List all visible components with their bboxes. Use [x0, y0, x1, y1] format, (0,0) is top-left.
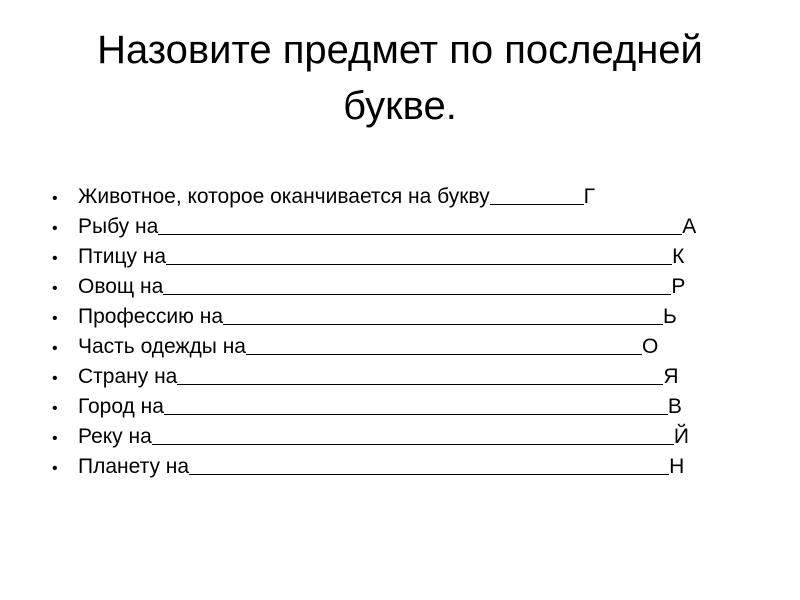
list-item — [52, 422, 752, 452]
bullet-icon: • — [52, 370, 58, 387]
list-item — [52, 332, 752, 362]
item-prompt: Животное, которое оканчивается на букву — [78, 185, 490, 208]
list-item — [52, 242, 752, 272]
item-prompt: Часть одежды на — [78, 335, 246, 358]
item-prompt: Овощ на — [78, 275, 164, 298]
item-prompt: Реку на — [78, 425, 152, 448]
bullet-icon: • — [52, 310, 58, 327]
bullet-icon: • — [52, 250, 58, 267]
item-letter: В — [667, 395, 682, 418]
item-letter: О — [642, 335, 659, 358]
bullet-icon: • — [52, 190, 58, 207]
answer-blank — [163, 293, 671, 295]
answer-blank — [164, 413, 668, 415]
list-item — [52, 212, 752, 242]
item-prompt: Страну на — [78, 365, 178, 388]
bullet-icon: • — [52, 220, 58, 237]
answer-blank — [177, 383, 663, 385]
list-item — [52, 452, 752, 482]
item-prompt: Город на — [78, 395, 164, 418]
item-prompt: Рыбу на — [78, 215, 159, 238]
bullet-icon: • — [52, 460, 58, 477]
bullet-icon: • — [52, 430, 58, 447]
answer-blank — [189, 473, 669, 475]
item-letter: Р — [671, 275, 686, 298]
list-item — [52, 182, 752, 212]
item-letter: Н — [669, 455, 685, 478]
answer-blank — [246, 353, 642, 355]
item-prompt: Птицу на — [78, 245, 167, 268]
answer-blank — [152, 443, 674, 445]
item-letter: К — [672, 245, 685, 268]
bullet-icon: • — [52, 280, 58, 297]
answer-blank — [490, 203, 584, 205]
item-letter: Ь — [663, 305, 677, 328]
item-letter: Г — [583, 185, 595, 208]
answer-blank — [158, 233, 682, 235]
item-prompt: Планету на — [78, 455, 190, 478]
item-prompt: Профессию на — [78, 305, 224, 328]
slide-title: Назовите предмет по последней букве. — [97, 28, 703, 128]
list-item — [52, 302, 752, 332]
list-item — [52, 392, 752, 422]
item-letter: Й — [673, 425, 689, 448]
answer-blank — [166, 263, 672, 265]
list-item — [52, 362, 752, 392]
item-letter: А — [682, 215, 697, 238]
item-letter: Я — [663, 365, 679, 388]
answer-blank — [223, 323, 663, 325]
exercise-list — [52, 182, 752, 482]
list-item — [52, 272, 752, 302]
bullet-icon: • — [52, 400, 58, 417]
bullet-icon: • — [52, 340, 58, 357]
